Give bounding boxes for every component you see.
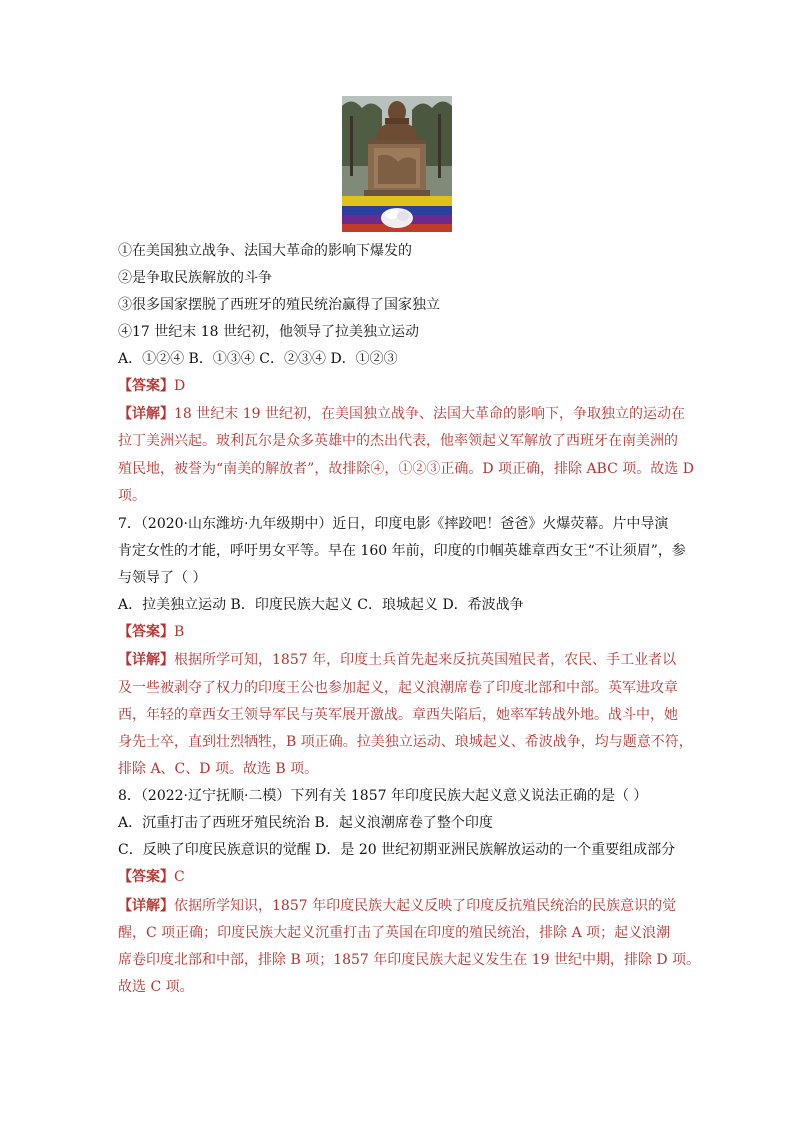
q7-question-line-1: 7．（2020·山东潍坊·九年级期中）近日，印度电影《摔跤吧！爸爸》火爆荧幕。片中导演 bbox=[118, 516, 669, 532]
answer-value: C bbox=[174, 869, 185, 885]
answer-value: D bbox=[174, 378, 186, 394]
bolivar-statue-photo bbox=[342, 96, 452, 232]
q6-statement-4: ④17 世纪末 18 世纪初，他领导了拉美独立运动 bbox=[118, 324, 419, 340]
explain-label: 【详解】 bbox=[118, 898, 174, 914]
q7-explain-line-4: 身先士卒，直到壮烈牺牲，B 项正确。拉美独立运动、琅城起义、希波战争，均与题意不符， bbox=[118, 734, 693, 750]
q6-statement-1: ①在美国独立战争、法国大革命的影响下爆发的 bbox=[118, 243, 412, 259]
q6-explain-line-3: 殖民地，被誉为“南美的解放者”，故排除④，①②③正确。D 项正确，排除 ABC 项。故选 D bbox=[118, 461, 694, 477]
q7-explain-line-3: 西，年轻的章西女王领导军民与英军展开激战。章西失陷后，她率军转战外地。战斗中，她 bbox=[118, 707, 678, 723]
q8-explain-line-2: 醒，C 项正确；印度民族大起义沉重打击了英国在印度的殖民统治，排除 A 项；起义浪潮 bbox=[118, 925, 671, 941]
q7-explain-line-5: 排除 A、C、D 项。故选 B 项。 bbox=[118, 761, 319, 777]
q6-answer bbox=[118, 373, 185, 400]
q6-options: A．①②④ B．①③④ C．②③④ D．①②③ bbox=[118, 351, 398, 367]
explain-label: 【详解】 bbox=[118, 406, 174, 422]
q8-options-line-1: A．沉重打击了西班牙殖民统治 B．起义浪潮席卷了整个印度 bbox=[118, 815, 493, 831]
explain-label: 【详解】 bbox=[118, 652, 174, 668]
q6-statement-3: ③很多国家摆脱了西班牙的殖民统治赢得了国家独立 bbox=[118, 297, 440, 313]
q7-answer bbox=[118, 619, 184, 646]
q8-explain-line-1 bbox=[118, 893, 676, 920]
q6-explain-line-1 bbox=[118, 401, 685, 428]
explain-text: 依据所学知识，1857 年印度民族大起义反映了印度反抗殖民统治的民族意识的觉 bbox=[174, 898, 677, 914]
explain-text: 根据所学可知，1857 年，印度土兵首先起来反抗英国殖民者，农民、手工业者以 bbox=[174, 652, 677, 668]
q7-question-line-3: 与领导了（ ） bbox=[118, 570, 207, 586]
q7-question-line-2: 肯定女性的才能，呼吁男女平等。早在 160 年前，印度的巾帼英雄章西女王“不让须眉”，参 bbox=[118, 543, 686, 559]
answer-label: 【答案】 bbox=[118, 378, 174, 394]
q8-explain-line-3: 席卷印度北部和中部，排除 B 项；1857 年印度民族大起义发生在 19 世纪中期，排除 D 项。 bbox=[118, 952, 701, 968]
q7-explain-line-1 bbox=[118, 647, 676, 674]
explain-text: 18 世纪末 19 世纪初，在美国独立战争、法国大革命的影响下，争取独立的运动在 bbox=[174, 406, 685, 422]
q8-question: 8．（2022·辽宁抚顺·二模）下列有关 1857 年印度民族大起义意义说法正确的是（ ） bbox=[118, 788, 648, 804]
q6-statement-2: ②是争取民族解放的斗争 bbox=[118, 270, 272, 286]
q6-explain-line-4: 项。 bbox=[118, 488, 146, 504]
answer-label: 【答案】 bbox=[118, 869, 174, 885]
q7-options: A．拉美独立运动 B．印度民族大起义 C．琅城起义 D．希波战争 bbox=[118, 597, 524, 613]
q8-options-line-2: C．反映了印度民族意识的觉醒 D．是 20 世纪初期亚洲民族解放运动的一个重要组成部分 bbox=[118, 842, 676, 858]
answer-label: 【答案】 bbox=[118, 624, 174, 640]
q8-explain-line-4: 故选 C 项。 bbox=[118, 979, 194, 995]
q7-explain-line-2: 及一些被剥夺了权力的印度王公也参加起义，起义浪潮席卷了印度北部和中部。英军进攻章 bbox=[118, 680, 678, 696]
q6-explain-line-2: 拉丁美洲兴起。玻利瓦尔是众多英雄中的杰出代表，他率领起义军解放了西班牙在南美洲的 bbox=[118, 433, 678, 449]
q8-answer bbox=[118, 864, 185, 891]
answer-value: B bbox=[174, 624, 185, 640]
